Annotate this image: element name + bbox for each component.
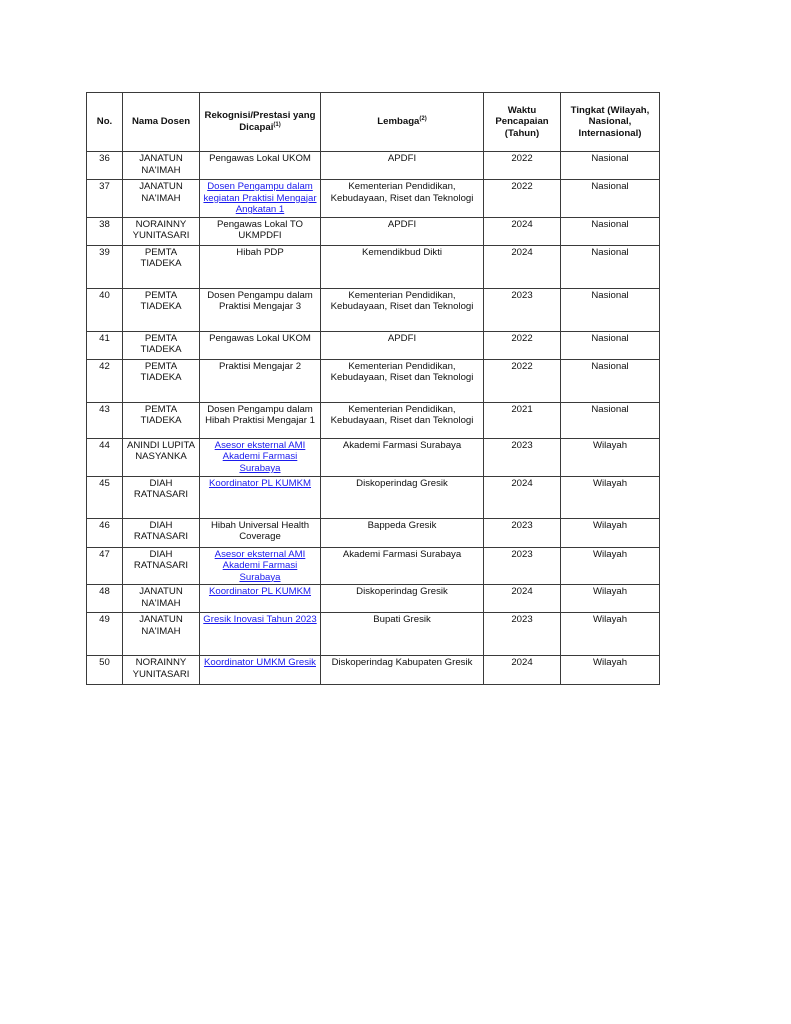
cell-lembaga: APDFI [321, 152, 484, 180]
cell-no: 45 [87, 476, 123, 518]
rekognisi-link[interactable]: Asesor eksternal AMI Akademi Farmasi Surabaya [214, 548, 306, 583]
header-lembaga-footnote: (2) [419, 116, 427, 123]
header-no: No. [87, 93, 123, 152]
cell-lembaga: APDFI [321, 217, 484, 245]
cell-tingkat: Wilayah [561, 476, 660, 518]
cell-tahun: 2024 [484, 585, 561, 613]
cell-tingkat: Wilayah [561, 518, 660, 547]
header-rekognisi [200, 93, 321, 152]
header-rekognisi-label: Rekognisi/Prestasi yang Dicapai [204, 110, 316, 133]
cell-no: 40 [87, 288, 123, 331]
cell-no: 37 [87, 180, 123, 218]
cell-no: 39 [87, 245, 123, 288]
cell-lembaga: Bupati Gresik [321, 613, 484, 656]
cell-lembaga: Kementerian Pendidikan, Kebudayaan, Riset dan Teknologi [321, 402, 484, 438]
cell-lembaga: Kementerian Pendidikan, Kebudayaan, Riset dan Teknologi [321, 359, 484, 402]
cell-rekognisi [200, 438, 321, 476]
table-row [87, 180, 660, 218]
cell-lembaga: Kementerian Pendidikan, Kebudayaan, Riset dan Teknologi [321, 288, 484, 331]
table-row [87, 152, 660, 180]
cell-lembaga: Diskoperindag Gresik [321, 476, 484, 518]
cell-tahun: 2023 [484, 438, 561, 476]
cell-no: 47 [87, 547, 123, 585]
cell-lembaga: Akademi Farmasi Surabaya [321, 438, 484, 476]
cell-nama-dosen: PEMTA TIADEKA [123, 359, 200, 402]
cell-rekognisi [200, 547, 321, 585]
table-row [87, 217, 660, 245]
rekognisi-link[interactable]: Koordinator PL KUMKM [208, 586, 312, 598]
cell-no: 49 [87, 613, 123, 656]
cell-lembaga: APDFI [321, 331, 484, 359]
cell-nama-dosen: NORAINNY YUNITASARI [123, 217, 200, 245]
cell-nama-dosen: DIAH RATNASARI [123, 476, 200, 518]
cell-rekognisi [200, 180, 321, 218]
table-header-row [87, 93, 660, 152]
cell-tingkat: Nasional [561, 245, 660, 288]
cell-lembaga: Akademi Farmasi Surabaya [321, 547, 484, 585]
table-row [87, 288, 660, 331]
cell-no: 36 [87, 152, 123, 180]
cell-lembaga: Bappeda Gresik [321, 518, 484, 547]
table-row [87, 359, 660, 402]
cell-rekognisi [200, 656, 321, 685]
cell-rekognisi: Praktisi Mengajar 2 [200, 359, 321, 402]
cell-no: 50 [87, 656, 123, 685]
cell-tahun: 2024 [484, 217, 561, 245]
cell-nama-dosen: JANATUN NA'IMAH [123, 585, 200, 613]
cell-tahun: 2022 [484, 152, 561, 180]
rekognisi-link[interactable]: Asesor eksternal AMI Akademi Farmasi Surabaya [214, 439, 306, 474]
table-row [87, 402, 660, 438]
cell-nama-dosen: JANATUN NA'IMAH [123, 613, 200, 656]
cell-no: 44 [87, 438, 123, 476]
table-row [87, 547, 660, 585]
cell-tingkat: Nasional [561, 402, 660, 438]
header-lembaga-label: Lembaga [377, 116, 420, 128]
cell-lembaga: Diskoperindag Kabupaten Gresik [321, 656, 484, 685]
cell-rekognisi [200, 585, 321, 613]
cell-nama-dosen: PEMTA TIADEKA [123, 288, 200, 331]
table-row [87, 438, 660, 476]
cell-nama-dosen: DIAH RATNASARI [123, 547, 200, 585]
cell-nama-dosen: JANATUN NA'IMAH [123, 152, 200, 180]
table-row [87, 518, 660, 547]
cell-nama-dosen: PEMTA TIADEKA [123, 402, 200, 438]
header-lembaga [321, 93, 484, 152]
cell-tahun: 2023 [484, 613, 561, 656]
rekognisi-link[interactable]: Dosen Pengampu dalam kegiatan Praktisi Mengajar Angkatan 1 [203, 181, 317, 216]
cell-tahun: 2023 [484, 547, 561, 585]
cell-rekognisi: Hibah PDP [200, 245, 321, 288]
cell-no: 42 [87, 359, 123, 402]
cell-tahun: 2024 [484, 476, 561, 518]
cell-lembaga: Diskoperindag Gresik [321, 585, 484, 613]
cell-lembaga: Kemendikbud Dikti [321, 245, 484, 288]
table-row [87, 613, 660, 656]
cell-tingkat: Nasional [561, 180, 660, 218]
table-row [87, 331, 660, 359]
cell-nama-dosen: PEMTA TIADEKA [123, 245, 200, 288]
cell-tingkat: Nasional [561, 217, 660, 245]
cell-nama-dosen: PEMTA TIADEKA [123, 331, 200, 359]
cell-tahun: 2021 [484, 402, 561, 438]
rekognisi-link[interactable]: Koordinator PL KUMKM [208, 477, 312, 489]
cell-rekognisi: Pengawas Lokal TO UKMPDFI [200, 217, 321, 245]
table-row [87, 585, 660, 613]
cell-tahun: 2022 [484, 180, 561, 218]
recognition-table [86, 92, 660, 685]
cell-rekognisi [200, 476, 321, 518]
cell-tahun: 2024 [484, 656, 561, 685]
cell-tingkat: Wilayah [561, 613, 660, 656]
cell-tahun: 2023 [484, 518, 561, 547]
cell-tingkat: Wilayah [561, 547, 660, 585]
cell-tingkat: Nasional [561, 288, 660, 331]
cell-nama-dosen: DIAH RATNASARI [123, 518, 200, 547]
cell-no: 43 [87, 402, 123, 438]
cell-tingkat: Nasional [561, 359, 660, 402]
cell-tingkat: Nasional [561, 331, 660, 359]
cell-tahun: 2022 [484, 359, 561, 402]
cell-no: 41 [87, 331, 123, 359]
cell-tahun: 2022 [484, 331, 561, 359]
cell-nama-dosen: ANINDI LUPITA NASYANKA [123, 438, 200, 476]
rekognisi-link[interactable]: Gresik Inovasi Tahun 2023 [203, 614, 317, 626]
table-row [87, 476, 660, 518]
cell-tahun: 2023 [484, 288, 561, 331]
cell-tingkat: Wilayah [561, 438, 660, 476]
cell-tingkat: Wilayah [561, 656, 660, 685]
cell-no: 46 [87, 518, 123, 547]
cell-tingkat: Nasional [561, 152, 660, 180]
cell-rekognisi: Pengawas Lokal UKOM [200, 331, 321, 359]
cell-no: 38 [87, 217, 123, 245]
cell-lembaga: Kementerian Pendidikan, Kebudayaan, Riset dan Teknologi [321, 180, 484, 218]
header-nama-dosen: Nama Dosen [123, 93, 200, 152]
cell-tingkat: Wilayah [561, 585, 660, 613]
cell-no: 48 [87, 585, 123, 613]
header-tingkat: Tingkat (Wilayah, Nasional, Internasional) [561, 93, 660, 152]
cell-rekognisi: Pengawas Lokal UKOM [200, 152, 321, 180]
table-row [87, 245, 660, 288]
header-rekognisi-footnote: (1) [273, 121, 281, 128]
cell-rekognisi [200, 613, 321, 656]
rekognisi-link[interactable]: Koordinator UMKM Gresik [204, 657, 316, 669]
header-waktu: Waktu Pencapaian (Tahun) [484, 93, 561, 152]
table-row [87, 656, 660, 685]
cell-rekognisi: Dosen Pengampu dalam Praktisi Mengajar 3 [200, 288, 321, 331]
cell-rekognisi: Dosen Pengampu dalam Hibah Praktisi Mengajar 1 [200, 402, 321, 438]
table-body [87, 152, 660, 685]
cell-nama-dosen: JANATUN NA'IMAH [123, 180, 200, 218]
cell-nama-dosen: NORAINNY YUNITASARI [123, 656, 200, 685]
cell-rekognisi: Hibah Universal Health Coverage [200, 518, 321, 547]
cell-tahun: 2024 [484, 245, 561, 288]
